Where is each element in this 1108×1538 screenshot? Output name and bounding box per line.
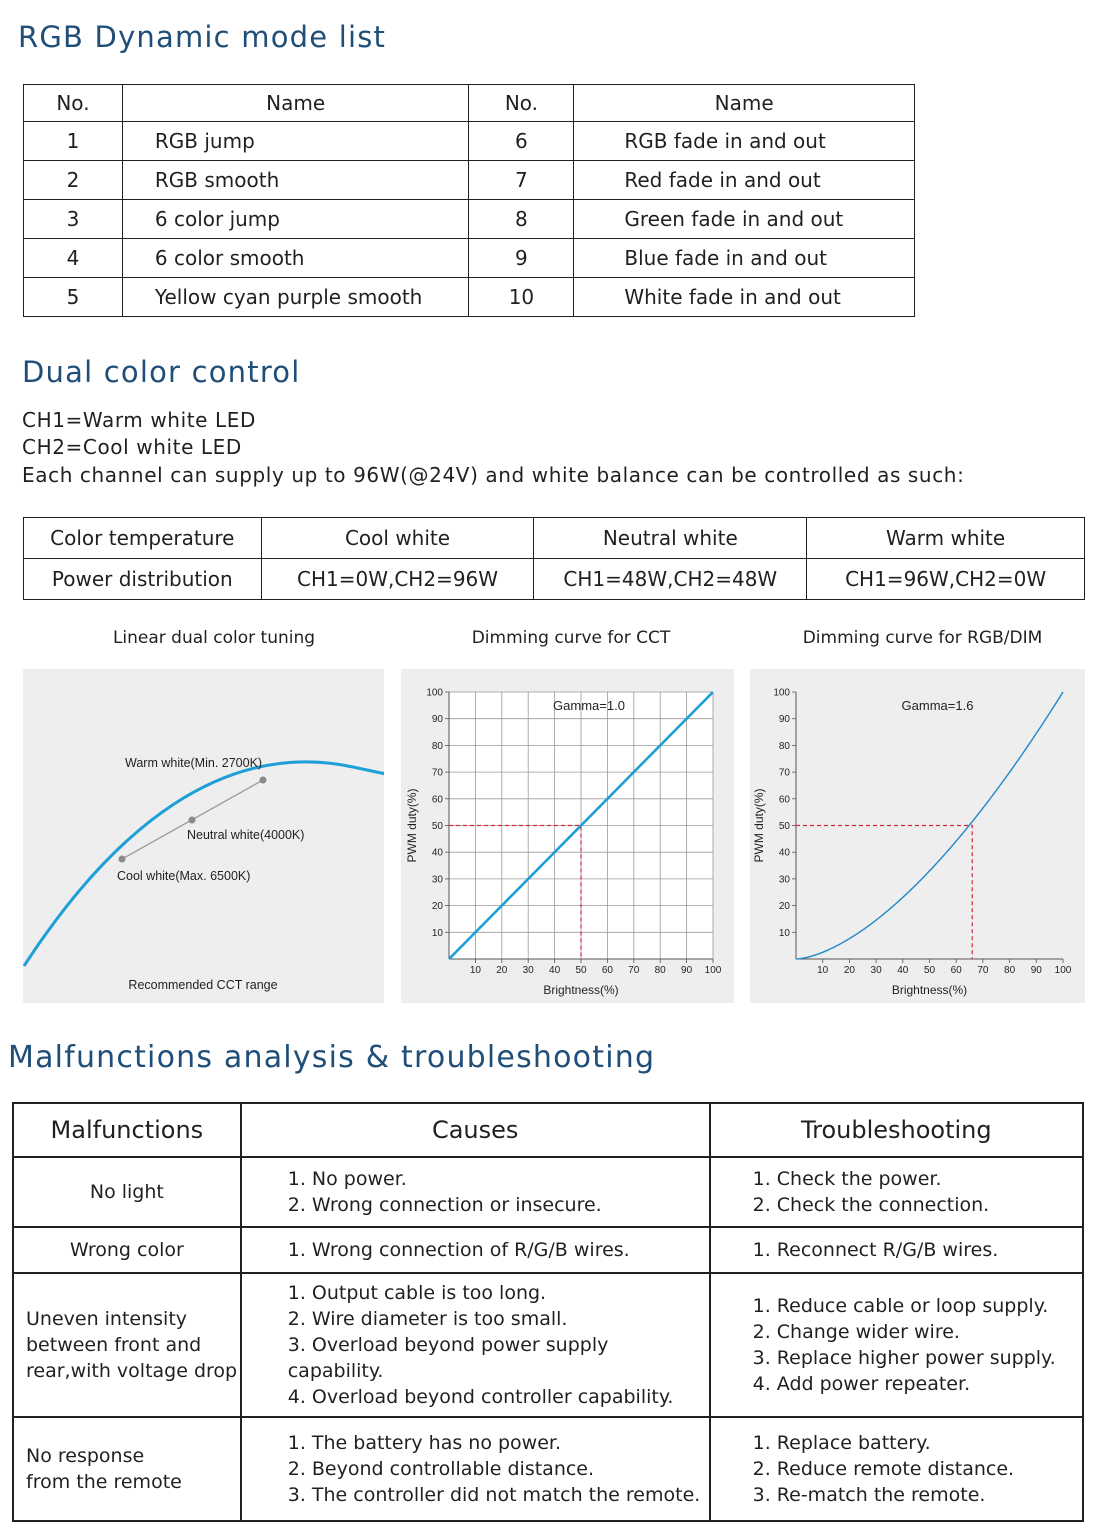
y-tick-label: 80 (778, 740, 790, 752)
list-item: 4. Overload beyond controller capability. (287, 1386, 674, 1408)
y-tick-label: 30 (778, 874, 790, 886)
chart-title-tuning: Linear dual color tuning (112, 628, 316, 648)
list-item: No light (89, 1181, 164, 1203)
y-tick-label: 50 (778, 821, 790, 832)
x-tick-label: 40 (897, 965, 909, 976)
cell-cool: Cool white (261, 518, 534, 559)
table-row (24, 161, 915, 200)
y-tick-label: 70 (431, 767, 443, 779)
mode-name: Blue fade in and out (574, 239, 915, 278)
header-malfunctions: Malfunctions (13, 1103, 241, 1157)
list-item: 3. Overload beyond power supply capability. (287, 1334, 609, 1382)
cell-cool-power: CH1=0W,CH2=96W (261, 559, 534, 600)
rgb-section-title: RGB Dynamic mode list (18, 20, 387, 54)
x-tick-label: 10 (469, 965, 481, 976)
list-item: 1. Reduce cable or loop supply. (752, 1295, 1049, 1317)
dual-section-title: Dual color control (22, 355, 301, 389)
x-tick-label: 50 (923, 965, 936, 976)
cool-point (119, 856, 126, 863)
neutral-label: Neutral white(4000K) (187, 828, 305, 842)
y-tick-label: 80 (431, 740, 443, 752)
list-item: Wrong color (69, 1239, 184, 1261)
y-tick-label: 90 (778, 714, 790, 726)
mode-number: 6 (469, 122, 574, 161)
mode-name: RGB fade in and out (574, 122, 915, 161)
list-item: 1. Output cable is too long. (287, 1282, 547, 1304)
color-temp-row (24, 518, 1085, 559)
gamma-label: Gamma=1.0 (553, 698, 625, 713)
cct-chart-svg (401, 669, 734, 1003)
warm-label: Warm white(Min. 2700K) (125, 756, 263, 770)
list-item: 1. Wrong connection of R/G/B wires. (287, 1239, 630, 1261)
rgb-chart-svg (750, 669, 1085, 1003)
list-item: 3. Re-match the remote. (752, 1484, 986, 1506)
list-item: 1. Reconnect R/G/B wires. (752, 1239, 999, 1261)
x-tick-label: 50 (575, 965, 587, 976)
malfunction-cell (13, 1417, 241, 1521)
y-tick-label: 30 (431, 874, 443, 886)
fixes-cell (710, 1157, 1083, 1227)
mode-number: 5 (24, 278, 123, 317)
mode-name: Green fade in and out (574, 200, 915, 239)
header-name: Name (122, 85, 469, 122)
list-item: between front and (26, 1334, 202, 1356)
tuning-svg (23, 669, 384, 1003)
mode-name: 6 color jump (122, 200, 469, 239)
y-axis-label: PWM duty(%) (752, 788, 766, 863)
y-tick-label: 20 (431, 901, 443, 913)
cell-neutral-power: CH1=48W,CH2=48W (534, 559, 807, 600)
list-item: 2. Change wider wire. (752, 1321, 960, 1343)
x-tick-label: 20 (496, 965, 508, 976)
list-item: 2. Wire diameter is too small. (287, 1308, 568, 1330)
rgb-mode-table (23, 84, 915, 317)
list-item: 2. Wrong connection or insecure. (287, 1194, 602, 1216)
fixes-cell (710, 1417, 1083, 1521)
cct-dimming-chart (401, 669, 734, 1003)
table-row (24, 122, 915, 161)
table-row (13, 1417, 1083, 1521)
list-item: 1. No power. (287, 1168, 407, 1190)
x-tick-label: 40 (549, 965, 561, 976)
header-no-2: No. (469, 85, 574, 122)
cct-curve (24, 762, 384, 966)
malfunction-cell (13, 1227, 241, 1273)
dual-line-note: Each channel can supply up to 96W(@24V) and white balance can be controlled as such: (22, 463, 965, 487)
x-tick-label: 80 (1004, 965, 1016, 976)
causes-cell (241, 1417, 710, 1521)
mode-number: 3 (24, 200, 123, 239)
mode-name: 6 color smooth (122, 239, 469, 278)
troubleshooting-table (12, 1102, 1084, 1522)
marker-dashed-line (796, 826, 972, 960)
list-item: 3. Replace higher power supply. (752, 1347, 1056, 1369)
mode-number: 2 (24, 161, 123, 200)
warm-point (260, 777, 267, 784)
list-item: 2. Beyond controllable distance. (287, 1458, 595, 1480)
power-row (24, 559, 1085, 600)
table-row (24, 200, 915, 239)
cct-range-caption: Recommended CCT range (128, 978, 278, 992)
table-row (24, 278, 915, 317)
causes-cell (241, 1157, 710, 1227)
fixes-cell (710, 1227, 1083, 1273)
y-tick-label: 60 (778, 794, 790, 806)
x-tick-label: 10 (817, 965, 829, 976)
dual-color-table (23, 517, 1085, 600)
mode-number: 8 (469, 200, 574, 239)
mode-number: 7 (469, 161, 574, 200)
x-axis-label: Brightness(%) (891, 983, 968, 997)
rgb-dimming-chart (750, 669, 1085, 1003)
mode-name: White fade in and out (574, 278, 915, 317)
x-tick-label: 20 (843, 965, 855, 976)
table-row (13, 1157, 1083, 1227)
list-item: 1. The battery has no power. (287, 1432, 562, 1454)
mode-number: 1 (24, 122, 123, 161)
x-tick-label: 70 (628, 965, 640, 976)
y-tick-label: 20 (778, 901, 790, 913)
header-no: No. (24, 85, 123, 122)
y-tick-label: 90 (431, 714, 443, 726)
rgb-table-header (24, 85, 915, 122)
x-tick-label: 100 (1054, 965, 1072, 976)
list-item: No response (26, 1445, 145, 1467)
mode-name: RGB smooth (122, 161, 469, 200)
y-tick-label: 40 (778, 847, 790, 859)
x-tick-label: 100 (704, 965, 722, 976)
list-item: from the remote (26, 1471, 182, 1493)
list-item: Uneven intensity (26, 1308, 188, 1330)
gamma-label: Gamma=1.6 (901, 698, 974, 713)
y-tick-label: 60 (431, 794, 443, 806)
causes-cell (241, 1227, 710, 1273)
dual-line-ch1: CH1=Warm white LED (22, 408, 257, 432)
mode-name: Red fade in and out (574, 161, 915, 200)
header-troubleshooting: Troubleshooting (710, 1103, 1083, 1157)
x-tick-label: 70 (977, 965, 989, 976)
y-tick-label: 10 (778, 927, 790, 939)
y-tick-label: 100 (773, 687, 790, 699)
y-axis-label: PWM duty(%) (405, 788, 419, 863)
y-tick-label: 100 (426, 687, 443, 699)
x-tick-label: 90 (1030, 965, 1042, 976)
table-row (13, 1273, 1083, 1417)
chart-title-rgb: Dimming curve for RGB/DIM (802, 628, 1043, 648)
list-item: 1. Replace battery. (752, 1432, 931, 1454)
malfunction-cell (13, 1273, 241, 1417)
list-item: 3. The controller did not match the remote. (287, 1484, 701, 1506)
cell-warm: Warm white (807, 518, 1085, 559)
causes-cell (241, 1273, 710, 1417)
mode-name: Yellow cyan purple smooth (122, 278, 469, 317)
x-tick-label: 30 (870, 965, 882, 976)
malfunction-cell (13, 1157, 241, 1227)
row-label: Color temperature (24, 518, 262, 559)
row-label: Power distribution (24, 559, 262, 600)
table-row (13, 1227, 1083, 1273)
list-item: 2. Check the connection. (752, 1194, 990, 1216)
chart-title-cct: Dimming curve for CCT (471, 628, 671, 648)
list-item: 4. Add power repeater. (752, 1373, 971, 1395)
cool-label: Cool white(Max. 6500K) (117, 869, 251, 883)
mode-name: RGB jump (122, 122, 469, 161)
y-tick-label: 10 (431, 927, 443, 939)
mal-table-header (13, 1103, 1083, 1157)
cell-warm-power: CH1=96W,CH2=0W (807, 559, 1085, 600)
y-tick-label: 50 (431, 821, 443, 832)
x-tick-label: 60 (950, 965, 962, 976)
x-tick-label: 80 (654, 965, 666, 976)
y-tick-label: 40 (431, 847, 443, 859)
neutral-point (189, 817, 196, 824)
tuning-diagram (23, 669, 384, 1003)
dual-line-ch2: CH2=Cool white LED (22, 435, 242, 459)
x-tick-label: 60 (601, 965, 613, 976)
x-tick-label: 30 (522, 965, 534, 976)
header-name-2: Name (574, 85, 915, 122)
y-tick-label: 70 (778, 767, 790, 779)
x-tick-label: 90 (681, 965, 693, 976)
table-row (24, 239, 915, 278)
x-axis-label: Brightness(%) (543, 983, 619, 997)
list-item: rear,with voltage drop (26, 1360, 238, 1382)
cell-neutral: Neutral white (534, 518, 807, 559)
list-item: 1. Check the power. (752, 1168, 942, 1190)
mode-number: 9 (469, 239, 574, 278)
mode-number: 4 (24, 239, 123, 278)
mode-number: 10 (469, 278, 574, 317)
list-item: 2. Reduce remote distance. (752, 1458, 1015, 1480)
fixes-cell (710, 1273, 1083, 1417)
mal-section-title: Malfunctions analysis & troubleshooting (8, 1040, 656, 1075)
header-causes: Causes (241, 1103, 710, 1157)
